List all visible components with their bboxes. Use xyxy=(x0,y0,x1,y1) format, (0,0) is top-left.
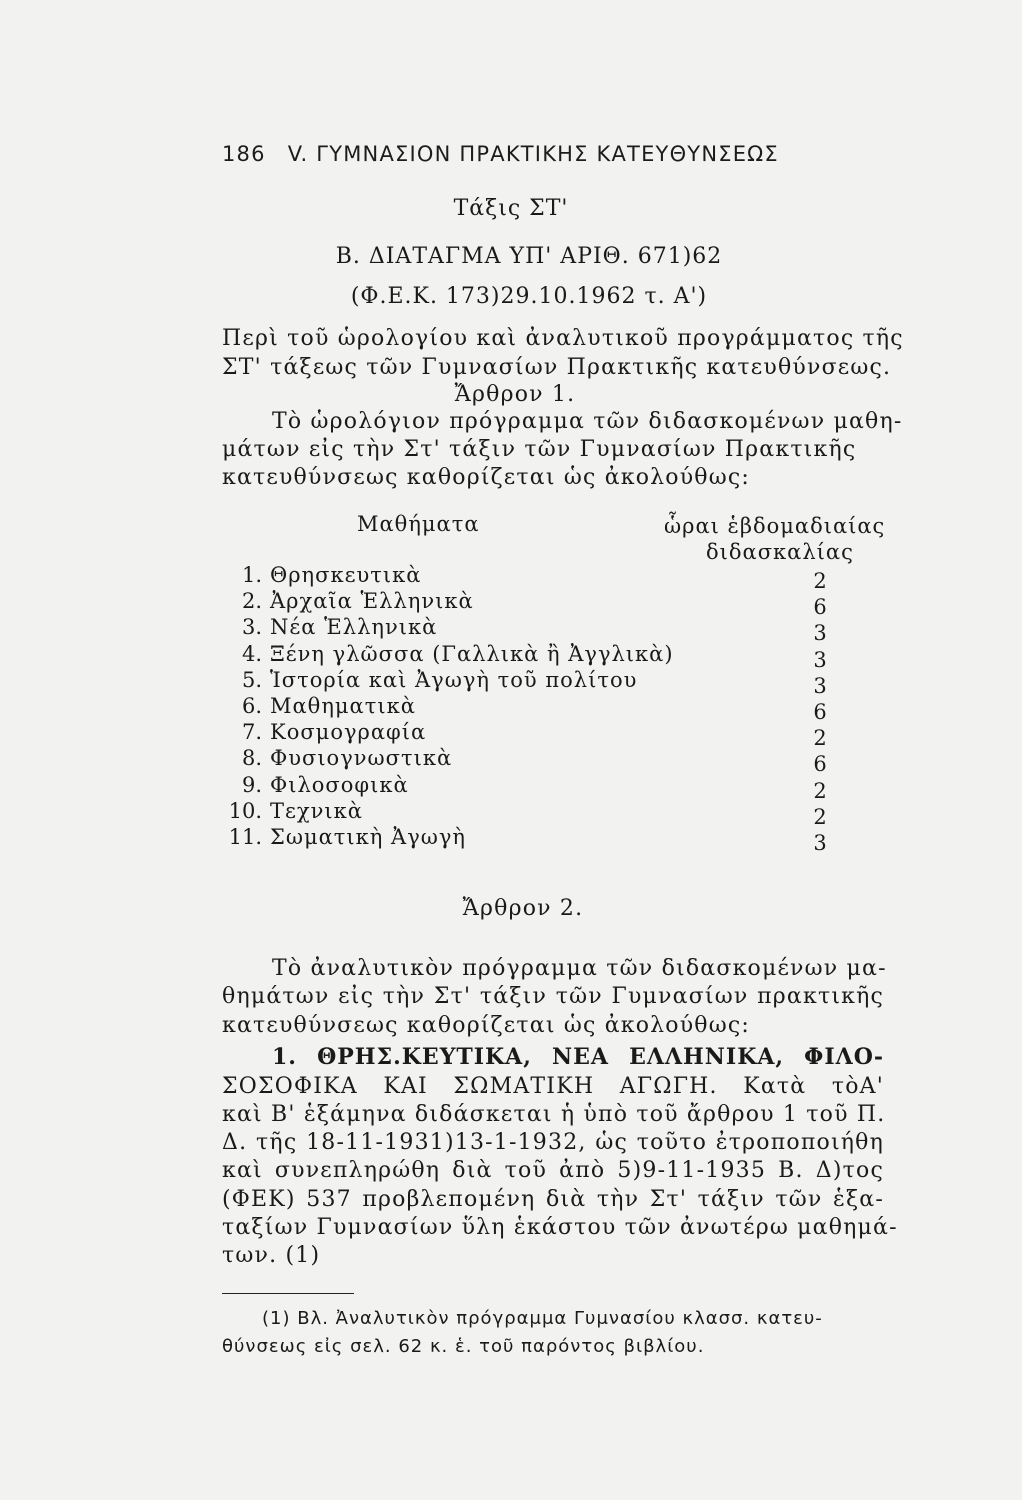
row-number: 1. xyxy=(241,563,262,587)
row-number: 6. xyxy=(241,694,262,718)
footnote-rule xyxy=(222,1293,354,1294)
row-subject: Ἀρχαῖα Ἑλληνικὰ xyxy=(270,589,474,613)
row-hours: 2 xyxy=(813,569,827,593)
row-subject: Θρησκευτικὰ xyxy=(270,563,422,587)
row-number: 2. xyxy=(241,589,262,613)
row-hours: 3 xyxy=(813,674,827,698)
section-1-line-8: των. (1) xyxy=(222,1243,321,1268)
footnote-line-2: θύνσεως εἰς σελ. 62 κ. ἑ. τοῦ παρόντος βιβλίου. xyxy=(222,1336,705,1357)
footnote-line-1: (1) Βλ. Ἀναλυτικὸν πρόγραμμα Γυμνασίου κλασσ. κατευ- xyxy=(262,1308,823,1329)
row-subject: Νέα Ἑλληνικὰ xyxy=(270,615,438,639)
row-subject: Φιλοσοφικὰ xyxy=(270,773,409,797)
article-1-line-3: κατευθύνσεως καθορίζεται ὡς ἀκολούθως: xyxy=(222,465,751,490)
col-header-subjects: Μαθήματα xyxy=(357,512,480,536)
col-header-hours-2: διδασκαλίας xyxy=(706,540,854,564)
row-hours: 3 xyxy=(813,621,827,645)
row-hours: 6 xyxy=(813,700,827,724)
section-1-line-7: ταξίων Γυμνασίων ὕλη ἑκάστου τῶν ἀνωτέρω μαθημά- xyxy=(222,1215,898,1240)
class-title: Τάξις ΣΤ' xyxy=(453,196,569,221)
article-2-line-3: κατευθύνσεως καθορίζεται ὡς ἀκολούθως: xyxy=(222,1013,751,1038)
row-subject: Κοσμογραφία xyxy=(270,720,427,744)
row-number: 9. xyxy=(241,773,262,797)
row-hours: 2 xyxy=(813,805,827,829)
col-header-hours-1: ὧραι ἑβδομαδιαίας xyxy=(664,514,886,538)
row-hours: 2 xyxy=(813,726,827,750)
article-1-heading: Ἄρθρον 1. xyxy=(454,382,576,407)
intro-line-2: ΣΤ' τάξεως τῶν Γυμνασίων Πρακτικῆς κατευθύνσεως. xyxy=(222,355,892,380)
row-number: 8. xyxy=(241,746,262,770)
article-2-line-2: θημάτων εἰς τὴν Στ' τάξιν τῶν Γυμνασίων πρακτικῆς xyxy=(222,984,884,1009)
row-number: 11. xyxy=(228,825,262,849)
article-2-heading: Ἄρθρον 2. xyxy=(462,896,584,921)
page-number: 186 xyxy=(222,142,266,166)
article-2-line-1: Τὸ ἀναλυτικὸν πρόγραμμα τῶν διδασκομένων μα- xyxy=(272,956,887,981)
row-hours: 3 xyxy=(813,831,827,855)
row-number: 10. xyxy=(228,799,262,823)
row-number: 4. xyxy=(241,642,262,666)
running-title: V. ΓΥΜΝΑΣΙΟΝ ΠΡΑΚΤΙΚΗΣ ΚΑΤΕΥΘΥΝΣΕΩΣ xyxy=(287,142,779,166)
intro-line-1: Περὶ τοῦ ὡρολογίου καὶ ἀναλυτικοῦ προγράμματος τῆς xyxy=(222,326,904,351)
row-number: 5. xyxy=(241,668,262,692)
row-subject: Ἱστορία καὶ Ἀγωγὴ τοῦ πολίτου xyxy=(270,668,638,692)
row-subject: Μαθηματικὰ xyxy=(270,694,416,718)
row-number: 7. xyxy=(241,720,262,744)
gazette-reference: (Φ.Ε.Κ. 173)29.10.1962 τ. Α') xyxy=(350,284,708,309)
row-subject: Φυσιογνωστικὰ xyxy=(270,746,453,770)
row-number: 3. xyxy=(241,615,262,639)
row-hours: 2 xyxy=(813,779,827,803)
section-1-line-2: ΣΟΣΟΦΙΚΑ ΚΑΙ ΣΩΜΑΤΙΚΗ ΑΓΩΓΗ. Κατὰ τὸΑ' xyxy=(222,1074,884,1099)
section-1-line-6: (ΦΕΚ) 537 προβλεπομένη διὰ τὴν Στ' τάξιν τῶν ἑξα- xyxy=(222,1187,884,1212)
decree-title: Β. ΔΙΑΤΑΓΜΑ ΥΠ' ΑΡΙΘ. 671)62 xyxy=(335,244,723,269)
row-subject: Σωματικὴ Ἀγωγὴ xyxy=(270,825,467,849)
section-1-line-4: Δ. τῆς 18-11-1931)13-1-1932, ὡς τοῦτο ἐτροποποιήθη xyxy=(222,1130,884,1155)
article-1-line-2: μάτων εἰς τὴν Στ' τάξιν τῶν Γυμνασίων Πρακτικῆς xyxy=(222,437,857,462)
section-1-line-5: καὶ συνεπληρώθη διὰ τοῦ ἀπὸ 5)9-11-1935 Β. Δ)τος xyxy=(222,1158,884,1183)
section-1-line-1: 1. ΘΡΗΣ.ΚΕΥΤΙΚΑ, ΝΕΑ ΕΛΛΗΝΙΚΑ, ΦΙΛΟ- xyxy=(272,1044,884,1070)
row-subject: Τεχνικὰ xyxy=(270,799,363,823)
row-subject: Ξένη γλῶσσα (Γαλλικὰ ἢ Ἀγγλικὰ) xyxy=(270,642,674,666)
row-hours: 6 xyxy=(813,595,827,619)
article-1-line-1: Τὸ ὡρολόγιον πρόγραμμα τῶν διδασκομένων μαθη- xyxy=(272,409,903,434)
running-header xyxy=(222,142,779,166)
row-hours: 3 xyxy=(813,648,827,672)
row-hours: 6 xyxy=(813,752,827,776)
section-1-line-3: καὶ Β' ἑξάμηνα διδάσκεται ἡ ὑπὸ τοῦ ἄρθρου 1 τοῦ Π. xyxy=(222,1102,886,1127)
